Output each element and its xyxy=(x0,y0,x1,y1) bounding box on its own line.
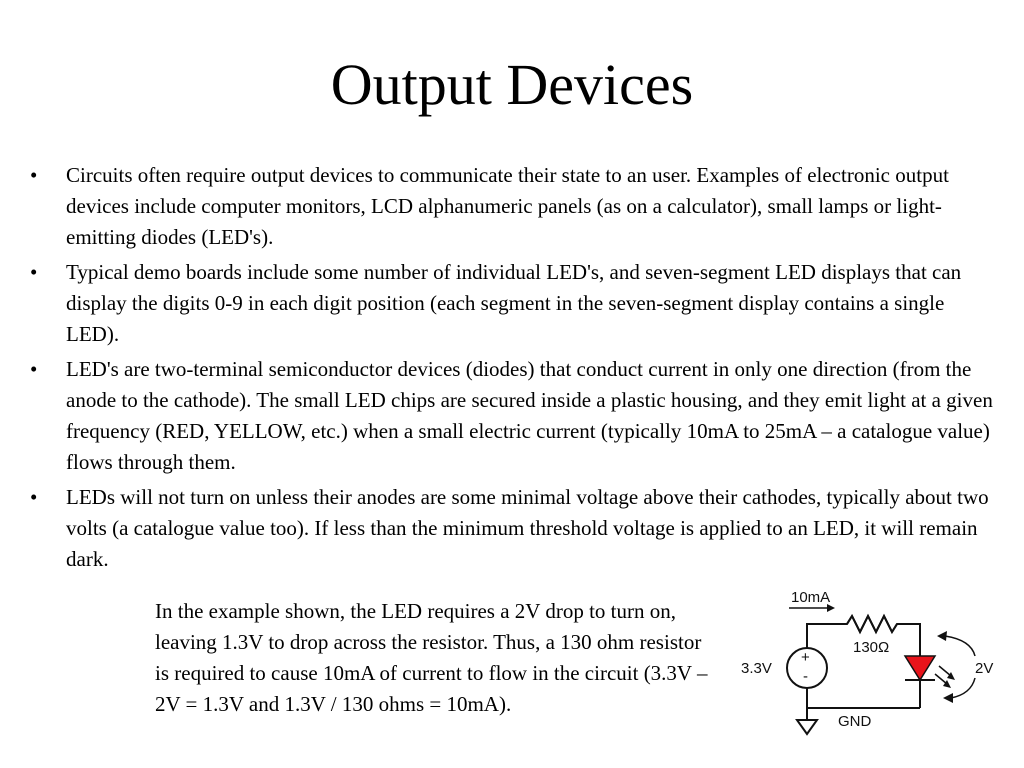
bullet-marker: • xyxy=(30,485,38,509)
bullet-item xyxy=(30,482,995,575)
light-arrow-2 xyxy=(939,666,951,676)
led-voltage-label: 2V xyxy=(975,660,994,677)
led-icon xyxy=(905,656,935,680)
resistor-icon xyxy=(847,616,897,632)
bullet-item xyxy=(30,257,995,350)
bullet-list xyxy=(30,160,995,579)
source-plus: + xyxy=(801,649,810,666)
voltage-arrow-bottom xyxy=(951,678,975,698)
led-circuit-diagram xyxy=(735,584,1015,744)
resistor-label: 130Ω xyxy=(853,639,890,656)
bullet-text: Typical demo boards include some number of individual LED's, and seven-segment LED displays that can display the digits 0-9 in each digit position (each segment in the seven-segment display contains a single LED). xyxy=(66,260,962,346)
bullet-text: LEDs will not turn on unless their anodes are some minimal voltage above their cathodes, typically about two volts (a catalogue value too). If less than the minimum threshold voltage is applied to an LED, it will remain dark. xyxy=(66,485,989,571)
voltage-arrow-bottom-head xyxy=(943,693,953,703)
voltage-arrow-top-head xyxy=(937,631,947,641)
bullet-text: LED's are two-terminal semiconductor devices (diodes) that conduct current in only one direction (from the anode to the cathode). The small LED chips are secured inside a plastic housing, and they emit light at a given frequency (RED, YELLOW, etc.) when a small electric current (typically 10mA to 25mA – a catalogue value) flows through them. xyxy=(66,357,993,474)
current-label: 10mA xyxy=(791,589,831,606)
source-minus: - xyxy=(803,668,808,685)
light-arrow-1 xyxy=(935,674,947,684)
ground-icon xyxy=(797,720,817,734)
source-voltage-label: 3.3V xyxy=(741,660,772,677)
ground-label: GND xyxy=(838,713,872,730)
bullet-marker: • xyxy=(30,260,38,284)
bullet-text: Circuits often require output devices to communicate their state to an user. Examples of electronic output devices include computer monitors, LCD alphanumeric panels (as on a calculator), small lamps or light-emitting diodes (LED's). xyxy=(66,163,949,249)
example-explanation: In the example shown, the LED requires a 2V drop to turn on, leaving 1.3V to drop across the resistor. Thus, a 130 ohm resistor is required to cause 10mA of current to flow in the circuit (3.3V – 2V = 1.3V and 1.3V / 130 ohms = 10mA). xyxy=(155,599,708,716)
voltage-arrow-top xyxy=(945,636,975,656)
bullet-item xyxy=(30,160,995,253)
bullet-marker: • xyxy=(30,163,38,187)
bullet-item xyxy=(30,354,995,478)
bullet-marker: • xyxy=(30,357,38,381)
slide-title: Output Devices xyxy=(330,52,694,117)
